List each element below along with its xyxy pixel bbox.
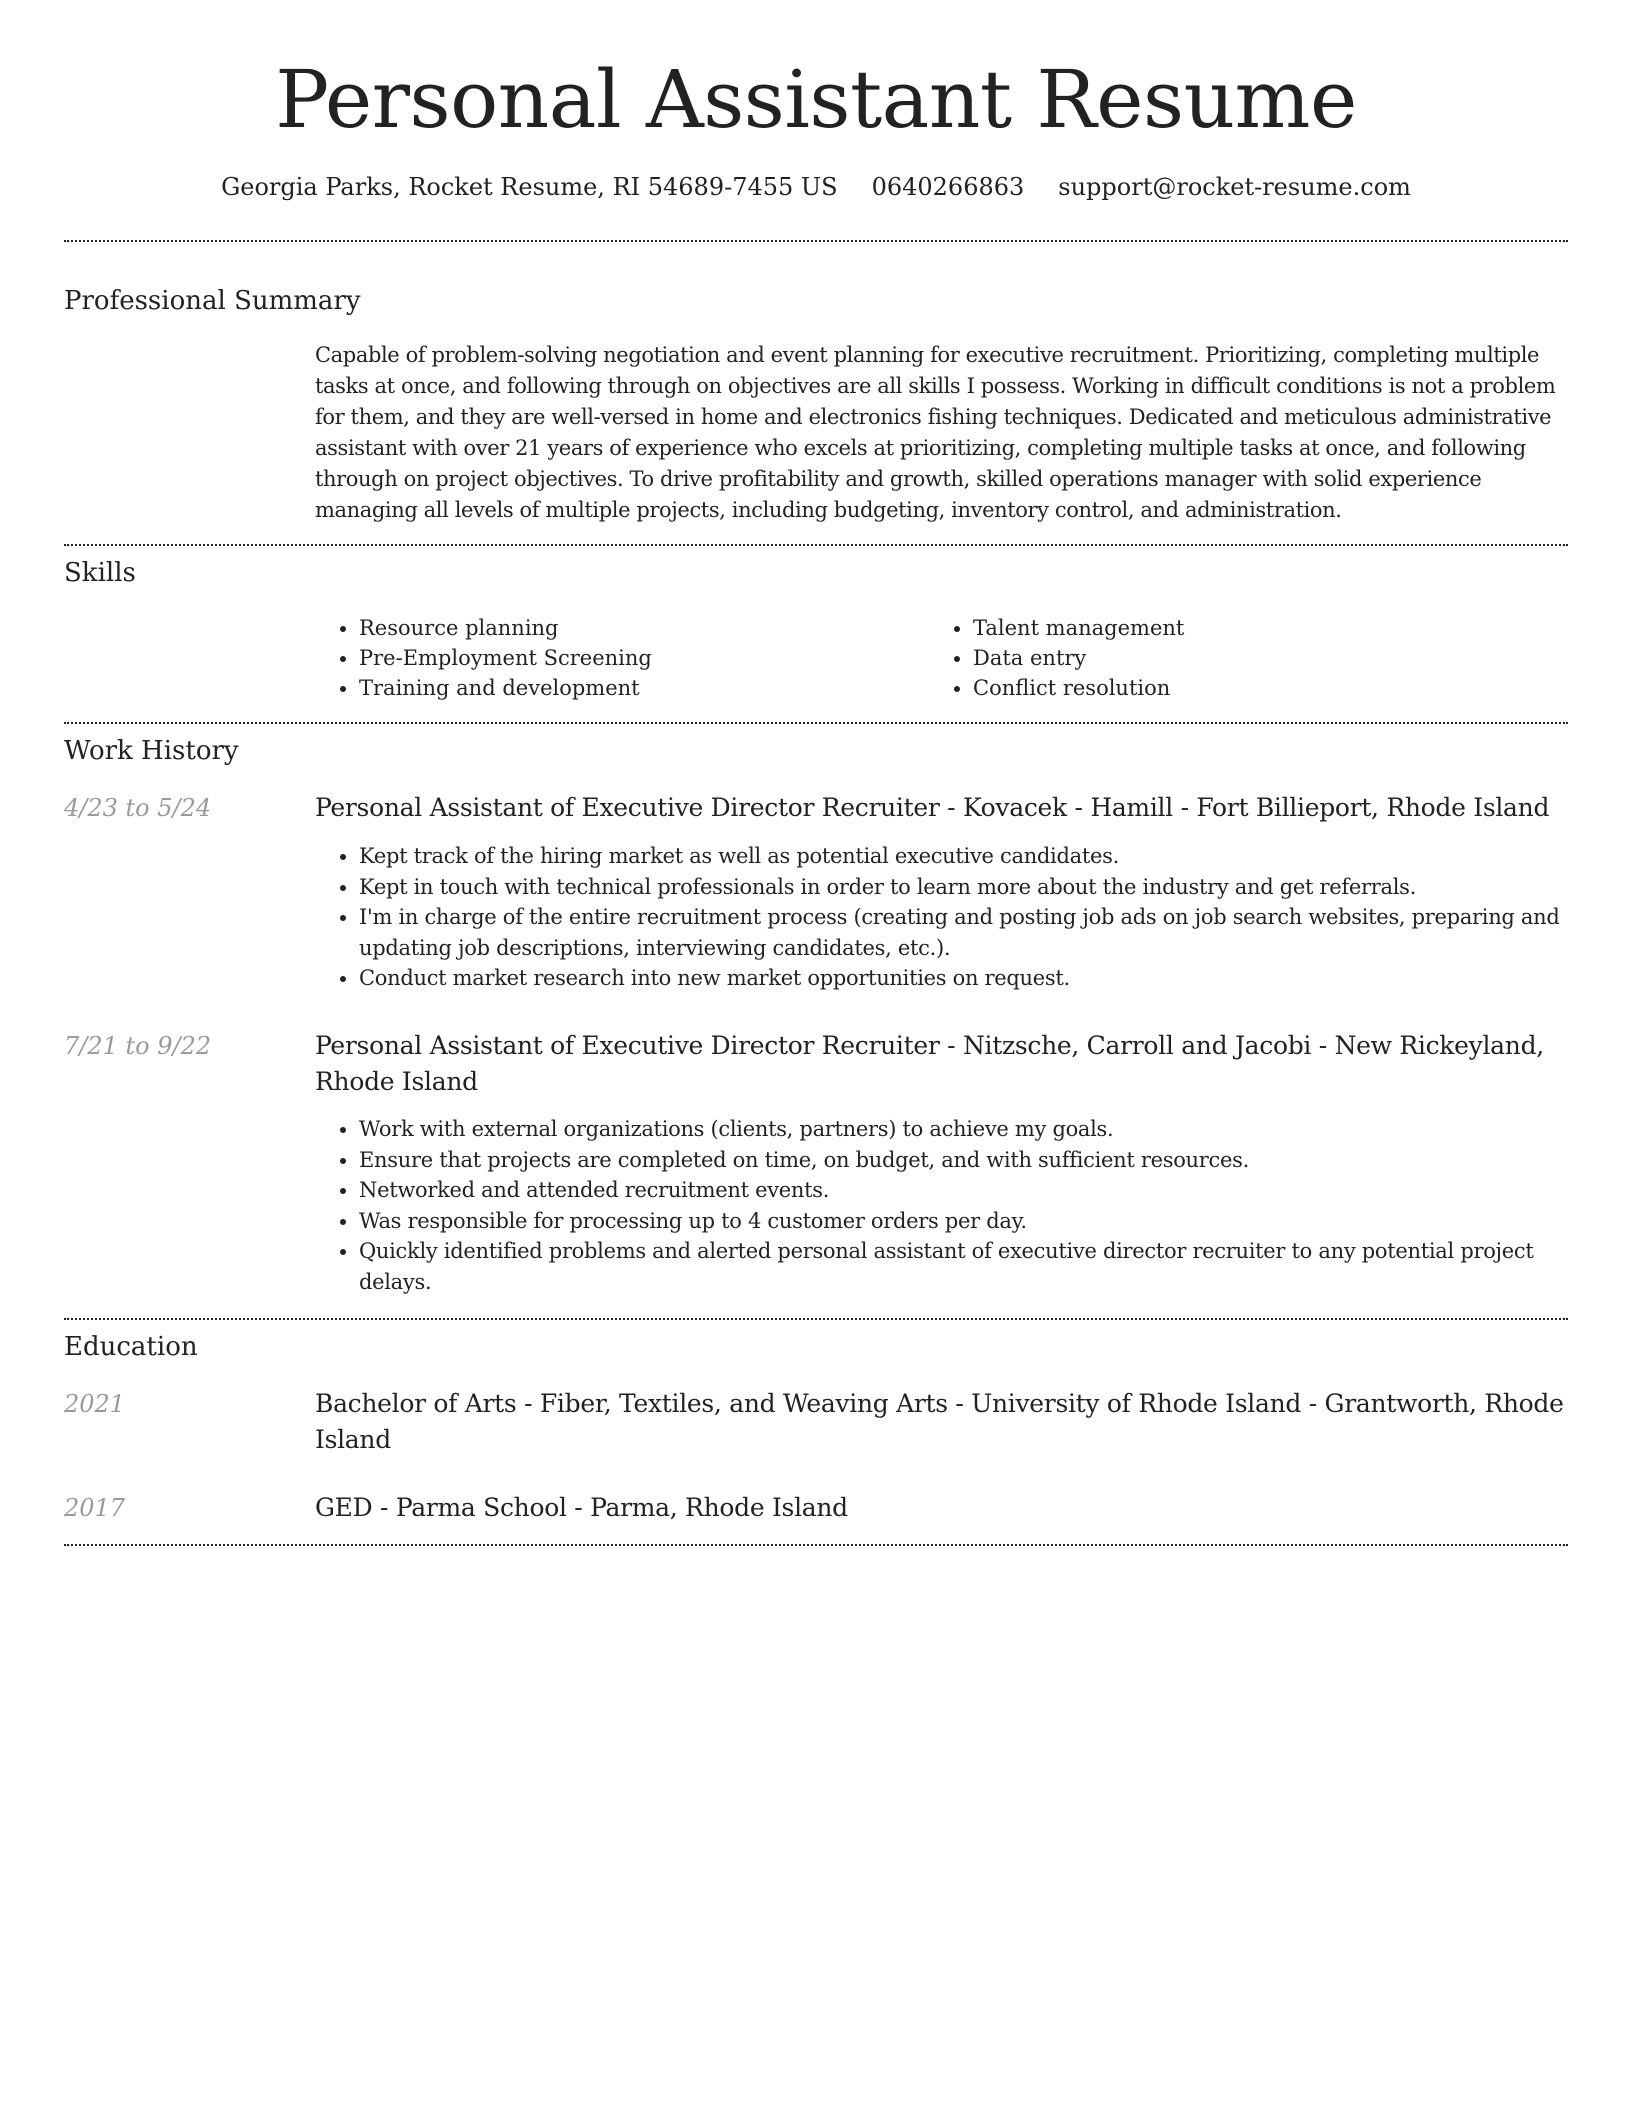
job-details: - Nitzsche, Carroll and Jacobi - New Rickeyland, Rhode Island xyxy=(315,1031,1544,1096)
job-dates: 4/23 to 5/24 xyxy=(64,794,212,822)
education-details: - University of Rhode Island - Grantworth, Rhode Island xyxy=(315,1389,1564,1454)
contact-line xyxy=(0,170,1632,204)
job-bullet: • Kept in touch with technical professionals in order to learn more about the industry and get referrals. xyxy=(359,872,1612,903)
divider xyxy=(64,240,1568,242)
contact-email: support@rocket-resume.com xyxy=(1058,173,1411,201)
divider xyxy=(64,722,1568,724)
job-bullet: • Quickly identified problems and alerted personal assistant of executive director recruiter to any potential project delays. xyxy=(359,1236,1612,1297)
education-degree: Bachelor of Arts - Fiber, Textiles, and Weaving Arts xyxy=(315,1389,948,1418)
job-bullet: • Work with external organizations (clients, partners) to achieve my goals. xyxy=(359,1114,1612,1145)
skills-column-right xyxy=(929,613,1543,703)
summary-text: Capable of problem-solving negotiation and event planning for executive recruitment. Prioritizing, completing multiple tasks at once, and following through on objectives are all skills I possess. Working in difficult conditions is not a problem for them, and they are well-versed in home and electronics fishing techniques. Dedicated and meticulous administrative assistant with over 21 years of experience who excels at prioritizing, completing multiple tasks at once, and following through on project objectives. To drive profitability and growth, skilled operations manager with solid experience managing all levels of multiple projects, including budgeting, inventory control, and administration. xyxy=(315,343,1556,522)
job-bullets xyxy=(315,841,1612,994)
education-heading xyxy=(315,1490,1568,1526)
job-bullets xyxy=(315,1114,1612,1297)
contact-address: Georgia Parks, Rocket Resume, RI 54689-7455 US xyxy=(221,173,838,201)
job-heading xyxy=(315,1028,1568,1100)
education-details: - Parma School - Parma, Rhode Island xyxy=(372,1493,848,1522)
section-title-education: Education xyxy=(64,1332,198,1362)
skill-item: • Training and development xyxy=(359,673,929,703)
job-bullet: • Ensure that projects are completed on time, on budget, and with sufficient resources. xyxy=(359,1145,1612,1176)
job-role: Personal Assistant of Executive Director Recruiter xyxy=(315,793,940,822)
job-dates: 7/21 to 9/22 xyxy=(64,1032,212,1060)
divider xyxy=(64,1318,1568,1320)
skills-list xyxy=(315,613,1568,703)
job-bullet: • I'm in charge of the entire recruitment process (creating and posting job ads on job search websites, preparing and updating job descriptions, interviewing candidates, etc.). xyxy=(359,902,1612,963)
job-bullet: • Conduct market research into new market opportunities on request. xyxy=(359,963,1612,994)
skill-item: • Conflict resolution xyxy=(973,673,1543,703)
section-title-skills: Skills xyxy=(64,558,136,588)
job-role: Personal Assistant of Executive Director Recruiter xyxy=(315,1031,940,1060)
divider xyxy=(64,544,1568,546)
job-bullet: • Networked and attended recruitment events. xyxy=(359,1175,1612,1206)
job-heading xyxy=(315,790,1568,826)
education-degree: GED xyxy=(315,1493,373,1522)
skill-item: • Data entry xyxy=(973,643,1543,673)
job-bullet: • Was responsible for processing up to 4 customer orders per day. xyxy=(359,1206,1612,1237)
resume-title: Personal Assistant Resume xyxy=(275,53,1357,146)
contact-phone: 0640266863 xyxy=(871,173,1025,201)
education-year: 2021 xyxy=(64,1390,126,1418)
skills-column-left xyxy=(315,613,929,703)
job-bullet: • Kept track of the hiring market as well as potential executive candidates. xyxy=(359,841,1612,872)
skill-item: • Talent management xyxy=(973,613,1543,643)
education-year: 2017 xyxy=(64,1494,126,1522)
job-details: - Kovacek - Hamill - Fort Billieport, Rhode Island xyxy=(939,793,1550,822)
education-heading xyxy=(315,1386,1568,1458)
section-title-summary: Professional Summary xyxy=(64,286,361,316)
section-title-work-history: Work History xyxy=(64,736,239,766)
divider xyxy=(64,1544,1568,1546)
skill-item: • Resource planning xyxy=(359,613,929,643)
skill-item: • Pre-Employment Screening xyxy=(359,643,929,673)
